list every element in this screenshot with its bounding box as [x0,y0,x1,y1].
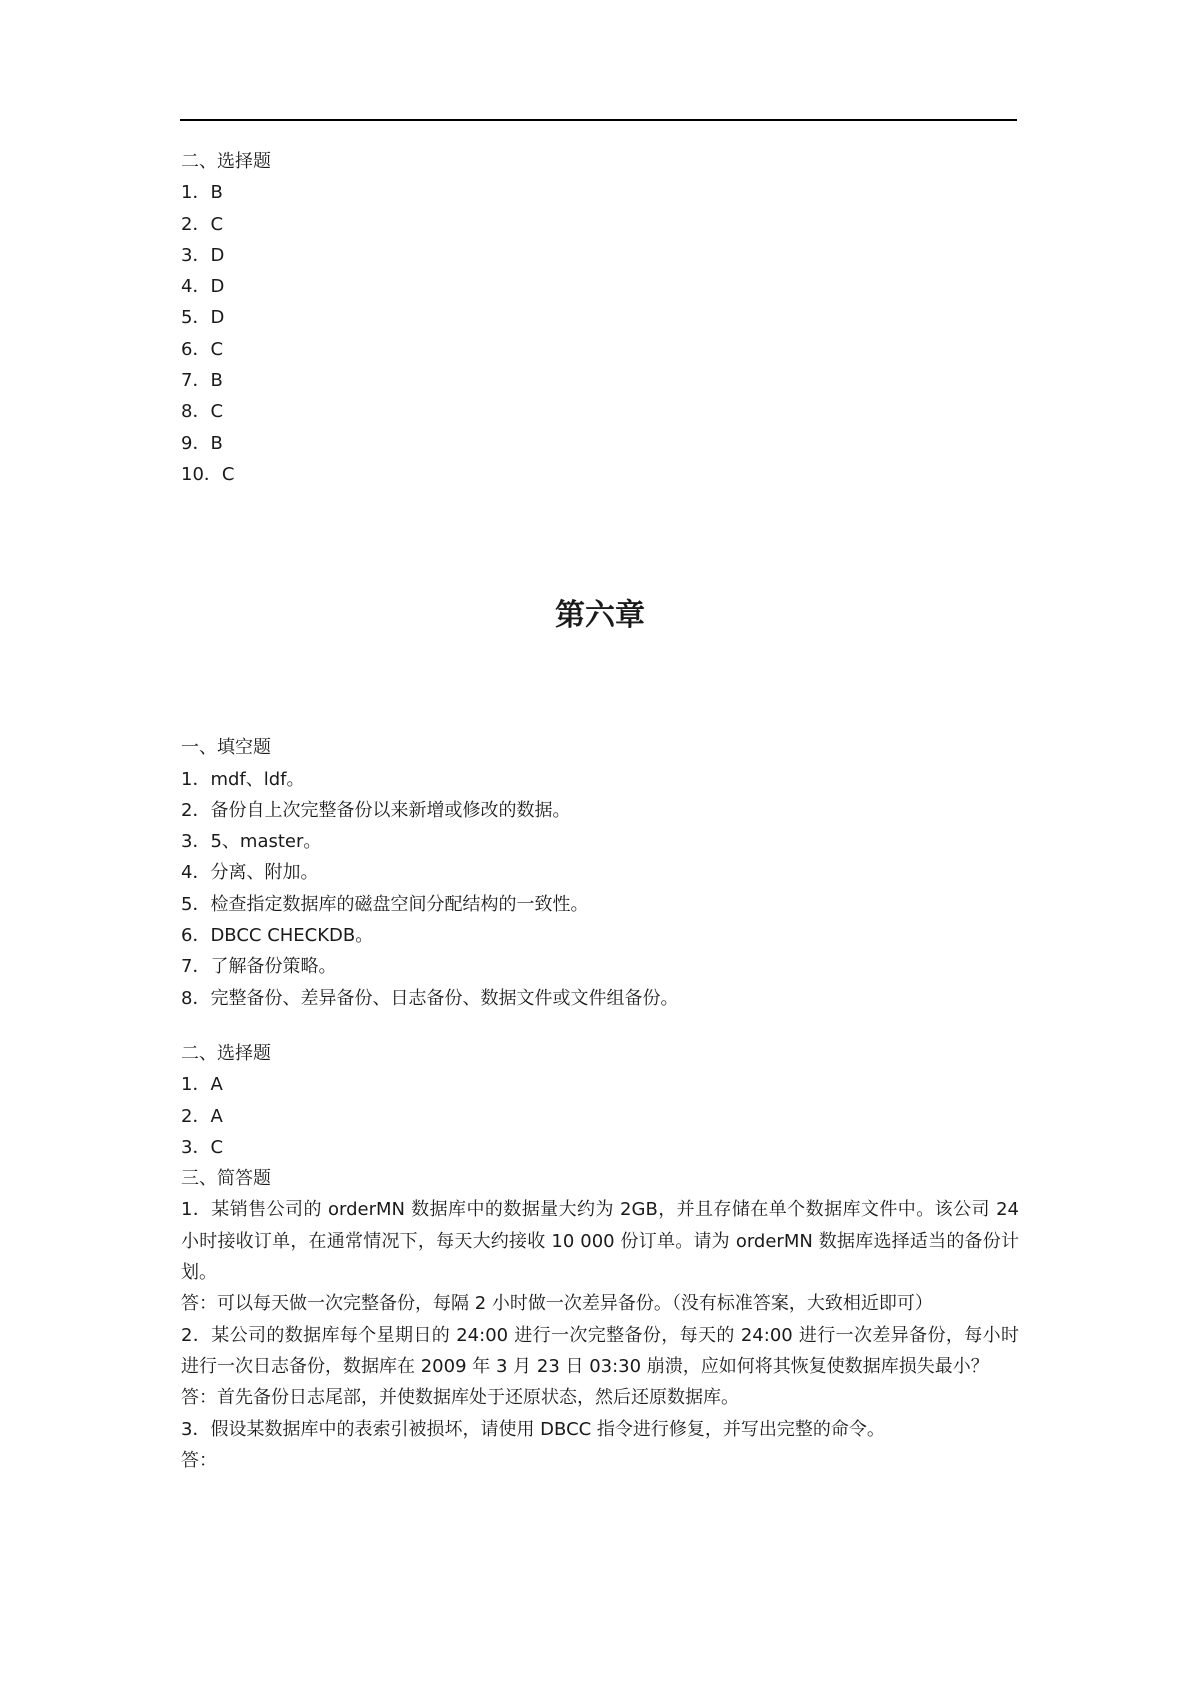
answer-item: 3．5、master。 [181,831,322,853]
answer-paragraph: 答：首先备份日志尾部，并使数据库处于还原状态，然后还原数据库。 [181,1387,739,1409]
answer-item: 4．D [181,276,225,298]
answer-item: 8．完整备份、差异备份、日志备份、数据文件或文件组备份。 [181,987,679,1009]
section-heading-choice: 二、选择题 [181,151,271,172]
answer-item: 1．B [181,182,223,204]
question-paragraph: 1．某销售公司的 orderMN 数据库中的数据量大约为 2GB，并且存储在单个数据库文件中。该公司 24 小时接收订单，在通常情况下，每天大约接收 10 000 份订单。请为 orderMN 数据库选择适当的备份计划。 [181,1199,1019,1284]
document-page [181,146,1019,1476]
answer-item: 10．C [181,463,235,485]
answer-paragraph: 答：可以每天做一次完整备份，每隔 2 小时做一次差异备份。（没有标准答案，大致相近即可） [181,1293,933,1315]
answer-item: 3．C [181,1136,224,1158]
answer-item: 9．B [181,432,223,454]
answer-item: 5．D [181,307,225,329]
header-rule [180,119,1017,121]
answer-item: 7．B [181,370,223,392]
spacer [181,636,1019,732]
answer-item: 1．A [181,1074,223,1096]
answer-item: 8．C [181,401,224,423]
answer-item: 2．备份自上次完整备份以来新增或修改的数据。 [181,799,571,821]
question-paragraph: 2．某公司的数据库每个星期日的 24:00 进行一次完整备份，每天的 24:00 进行一次差异备份，每小时进行一次日志备份，数据库在 2009 年 3 月 23 日 03:30 崩溃，应如何将其恢复使数据库损失最小？ [181,1324,1019,1377]
spacer [181,1014,1019,1038]
answer-item: 1．mdf、ldf。 [181,768,305,790]
section-heading-fill: 一、填空题 [181,737,271,759]
spacer [181,490,1019,596]
section-heading-choice: 二、选择题 [181,1042,271,1064]
section-heading-short-answer: 三、简答题 [181,1168,271,1190]
answer-item: 2．C [181,213,224,235]
answer-item: 6．DBCC CHECKDB。 [181,925,374,947]
question-paragraph: 3．假设某数据库中的表索引被损坏，请使用 DBCC 指令进行修复，并写出完整的命令。 [181,1418,885,1440]
answer-item: 5．检查指定数据库的磁盘空间分配结构的一致性。 [181,893,589,915]
answer-item: 7．了解备份策略。 [181,956,337,978]
answer-item: 6．C [181,338,224,360]
chapter-title: 第六章 [555,598,645,634]
answer-item: 4．分离、附加。 [181,862,319,884]
answer-item: 2．A [181,1105,223,1127]
answer-item: 3．D [181,244,225,266]
answer-paragraph: 答： [181,1449,217,1471]
